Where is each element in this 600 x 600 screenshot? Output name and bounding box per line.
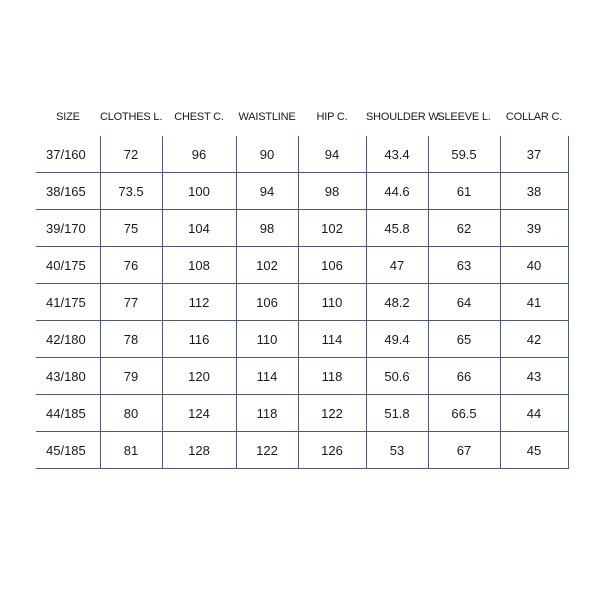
header-waistline: WAISTLINE <box>238 111 296 123</box>
cell-hip: 118 <box>298 358 366 395</box>
cell-sleeve-length: 64 <box>428 284 500 321</box>
size-chart-table <box>36 98 569 469</box>
cell-size: 38/165 <box>36 173 100 210</box>
cell-size: 42/180 <box>36 321 100 358</box>
cell-shoulder-width: 53 <box>366 432 428 469</box>
cell-collar: 45 <box>500 432 568 469</box>
cell-size: 43/180 <box>36 358 100 395</box>
header-collar-circumference: COLLAR C. <box>505 111 563 123</box>
cell-shoulder-width: 45.8 <box>366 210 428 247</box>
cell-collar: 44 <box>500 395 568 432</box>
cell-collar: 39 <box>500 210 568 247</box>
cell-waistline: 106 <box>236 284 298 321</box>
header-clothes-length: CLOTHES L. <box>100 111 163 123</box>
cell-hip: 122 <box>298 395 366 432</box>
table-row <box>36 210 568 247</box>
cell-sleeve-length: 59.5 <box>428 136 500 173</box>
header-sleeve-length: SLEEVE L. <box>437 111 491 123</box>
cell-collar: 38 <box>500 173 568 210</box>
cell-shoulder-width: 51.8 <box>366 395 428 432</box>
cell-chest: 100 <box>162 173 236 210</box>
cell-waistline: 94 <box>236 173 298 210</box>
cell-waistline: 118 <box>236 395 298 432</box>
table-row <box>36 136 568 173</box>
cell-clothes-length: 72 <box>100 136 162 173</box>
table-body <box>36 136 568 469</box>
cell-chest: 128 <box>162 432 236 469</box>
header-size: SIZE <box>56 111 80 123</box>
cell-size: 41/175 <box>36 284 100 321</box>
cell-hip: 110 <box>298 284 366 321</box>
table-row <box>36 321 568 358</box>
table-row <box>36 395 568 432</box>
cell-hip: 126 <box>298 432 366 469</box>
cell-clothes-length: 80 <box>100 395 162 432</box>
cell-sleeve-length: 65 <box>428 321 500 358</box>
cell-clothes-length: 78 <box>100 321 162 358</box>
cell-shoulder-width: 43.4 <box>366 136 428 173</box>
cell-sleeve-length: 61 <box>428 173 500 210</box>
cell-chest: 108 <box>162 247 236 284</box>
cell-shoulder-width: 48.2 <box>366 284 428 321</box>
cell-shoulder-width: 47 <box>366 247 428 284</box>
header-hip-circumference: HIP C. <box>316 111 348 123</box>
cell-collar: 42 <box>500 321 568 358</box>
cell-clothes-length: 81 <box>100 432 162 469</box>
cell-sleeve-length: 62 <box>428 210 500 247</box>
cell-shoulder-width: 49.4 <box>366 321 428 358</box>
cell-waistline: 90 <box>236 136 298 173</box>
cell-waistline: 102 <box>236 247 298 284</box>
cell-chest: 112 <box>162 284 236 321</box>
cell-hip: 106 <box>298 247 366 284</box>
cell-clothes-length: 76 <box>100 247 162 284</box>
cell-waistline: 114 <box>236 358 298 395</box>
header-shoulder-width: SHOULDER W. <box>366 111 441 123</box>
cell-size: 39/170 <box>36 210 100 247</box>
cell-size: 44/185 <box>36 395 100 432</box>
cell-sleeve-length: 63 <box>428 247 500 284</box>
cell-chest: 104 <box>162 210 236 247</box>
cell-size: 45/185 <box>36 432 100 469</box>
cell-size: 40/175 <box>36 247 100 284</box>
cell-clothes-length: 73.5 <box>100 173 162 210</box>
table-row <box>36 432 568 469</box>
cell-sleeve-length: 66.5 <box>428 395 500 432</box>
cell-clothes-length: 75 <box>100 210 162 247</box>
table-row <box>36 284 568 321</box>
cell-shoulder-width: 44.6 <box>366 173 428 210</box>
cell-clothes-length: 79 <box>100 358 162 395</box>
cell-chest: 124 <box>162 395 236 432</box>
table-row <box>36 173 568 210</box>
cell-hip: 98 <box>298 173 366 210</box>
cell-sleeve-length: 66 <box>428 358 500 395</box>
header-row <box>36 98 568 136</box>
cell-waistline: 98 <box>236 210 298 247</box>
cell-hip: 94 <box>298 136 366 173</box>
header-chest-circumference: CHEST C. <box>174 111 224 123</box>
cell-hip: 102 <box>298 210 366 247</box>
table-row <box>36 358 568 395</box>
cell-chest: 96 <box>162 136 236 173</box>
cell-chest: 120 <box>162 358 236 395</box>
cell-sleeve-length: 67 <box>428 432 500 469</box>
cell-chest: 116 <box>162 321 236 358</box>
cell-size: 37/160 <box>36 136 100 173</box>
cell-collar: 41 <box>500 284 568 321</box>
table-row <box>36 247 568 284</box>
cell-waistline: 122 <box>236 432 298 469</box>
cell-shoulder-width: 50.6 <box>366 358 428 395</box>
cell-clothes-length: 77 <box>100 284 162 321</box>
cell-hip: 114 <box>298 321 366 358</box>
cell-waistline: 110 <box>236 321 298 358</box>
cell-collar: 43 <box>500 358 568 395</box>
cell-collar: 37 <box>500 136 568 173</box>
cell-collar: 40 <box>500 247 568 284</box>
